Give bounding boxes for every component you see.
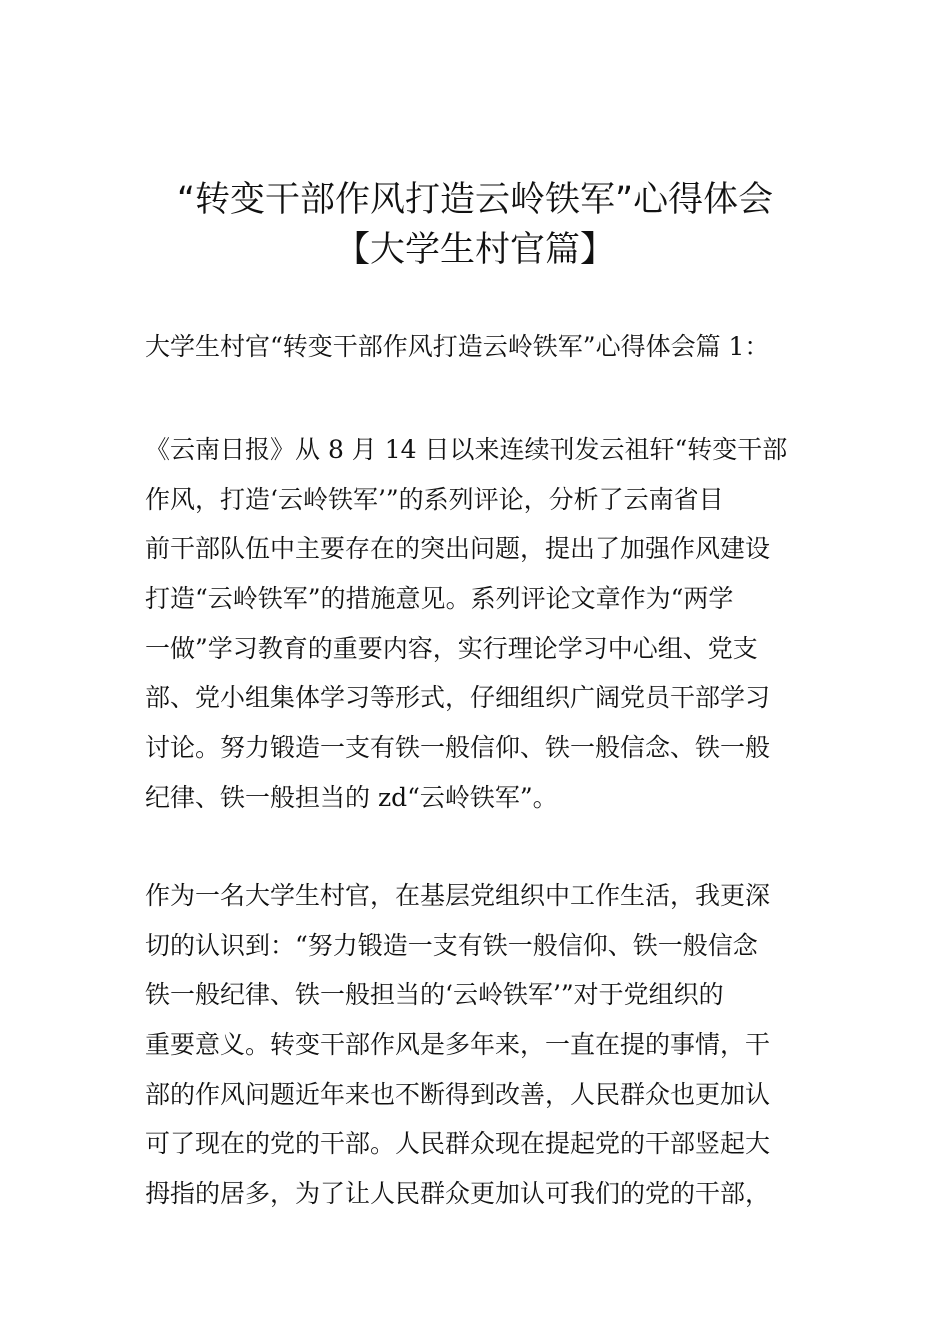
- paragraph-line: 讨论。努力锻造一支有铁一般信仰、铁一般信念、铁一般: [145, 733, 771, 763]
- document-title-line1: “转变干部作风打造云岭铁军”心得体会: [176, 180, 774, 220]
- paragraph-line: 《云南日报》从 8 月 14 日以来连续刊发云祖轩“转变干部: [145, 435, 788, 464]
- paragraph-1: [145, 425, 825, 823]
- paragraph-line: 拇指的居多，为了让人民群众更加认可我们的党的干部，: [145, 1179, 771, 1209]
- paragraph-line: 铁一般纪律、铁一般担当的‘云岭铁军’”对于党组织的: [145, 980, 724, 1010]
- paragraph-line: 切的认识到：“努力锻造一支有铁一般信仰、铁一般信念: [145, 930, 758, 960]
- paragraph-line: 作为一名大学生村官，在基层党组织中工作生活，我更深: [145, 881, 771, 910]
- section-subheading: 大学生村官“转变干部作风打造云岭铁军”心得体会篇 1：: [145, 332, 770, 361]
- paragraph-line: 部、党小组集体学习等形式，仔细组织广阔党员干部学习: [145, 683, 771, 713]
- paragraph-line: 可了现在的党的干部。人民群众现在提起党的干部竖起大: [145, 1129, 771, 1159]
- paragraph-line: 纪律、铁一般担当的 zd“云岭铁军”。: [145, 782, 558, 812]
- paragraph-line: 一做”学习教育的重要内容，实行理论学习中心组、党支: [145, 633, 758, 663]
- paragraph-line: 前干部队伍中主要存在的突出问题，提出了加强作风建设: [145, 534, 771, 564]
- document-title-line2: 【大学生村官篇】: [334, 230, 615, 270]
- paragraph-line: 打造“云岭铁军”的措施意见。系列评论文章作为“两学: [145, 584, 734, 614]
- paragraph-line: 重要意义。转变干部作风是多年来，一直在提的事情，干: [145, 1030, 771, 1060]
- paragraph-line: 作风，打造‘云岭铁军’”的系列评论，分析了云南省目: [145, 484, 724, 514]
- paragraph-line: 部的作风问题近年来也不断得到改善，人民群众也更加认: [145, 1079, 771, 1109]
- paragraph-2: [145, 871, 825, 1219]
